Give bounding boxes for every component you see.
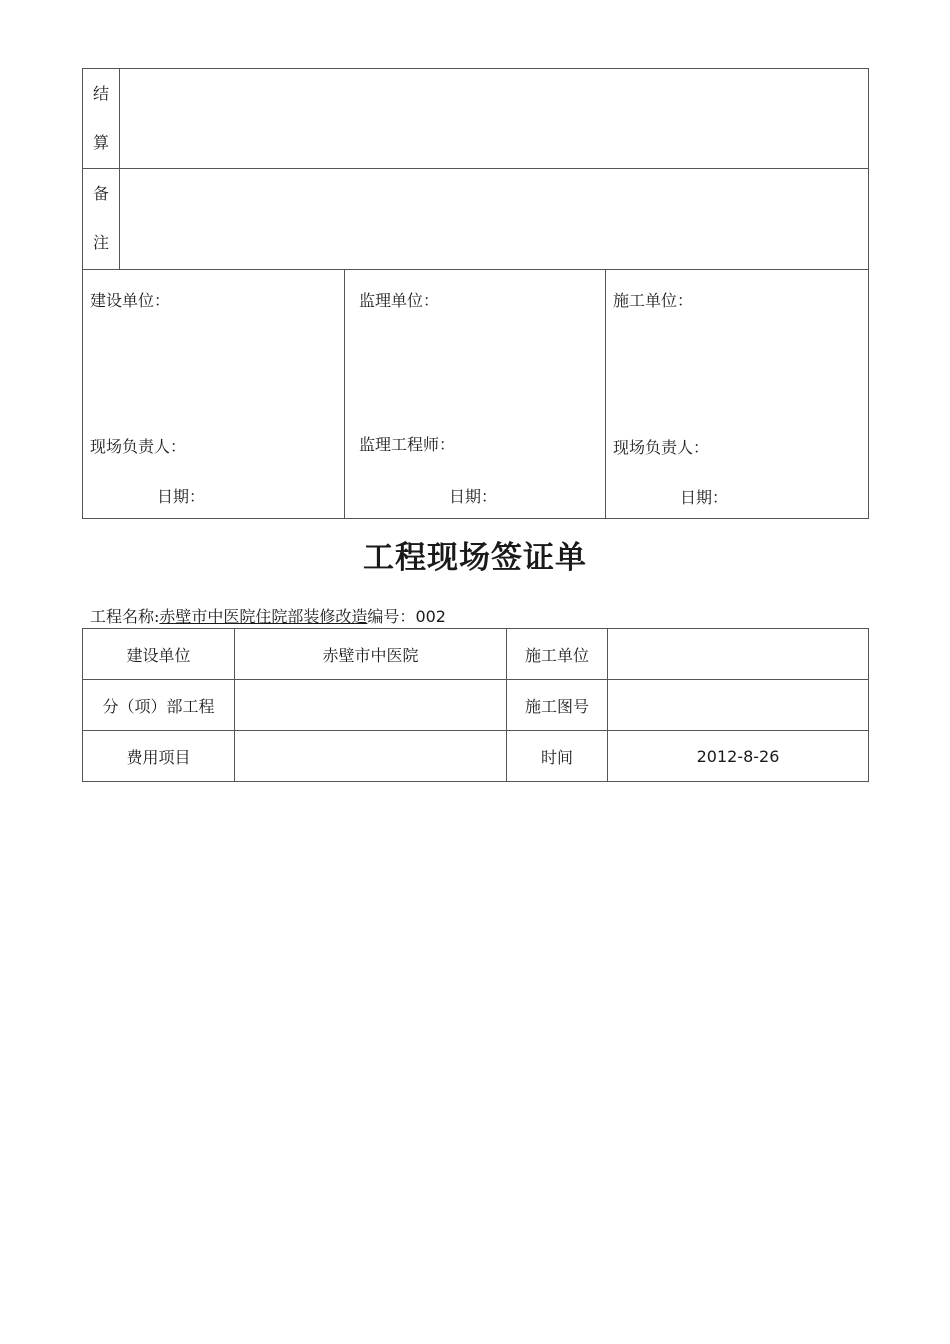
- contractor-signature-cell: [606, 270, 869, 519]
- settlement-char-1: 结: [92, 84, 109, 103]
- project-name-label: 工程名称:: [90, 607, 160, 626]
- table-row: [83, 680, 869, 731]
- page-title: 工程现场签证单: [363, 540, 587, 576]
- settlement-table: [82, 68, 869, 519]
- contractor-unit-label: 施工单位：: [613, 291, 694, 310]
- project-name-value: 赤壁市中医院住院部装修改造: [159, 607, 368, 626]
- project-number-label: 编号：: [367, 607, 416, 626]
- remark-char-1: 备: [92, 184, 109, 203]
- supervisor-signature-cell: [345, 270, 606, 519]
- project-line: [90, 604, 446, 627]
- remark-content-cell[interactable]: [120, 169, 869, 270]
- owner-unit-value[interactable]: 赤壁市中医院: [235, 629, 507, 680]
- table-row: [83, 629, 869, 680]
- drawing-number-value[interactable]: [608, 680, 869, 731]
- remark-char-2: 注: [92, 233, 109, 252]
- remark-label: [83, 169, 120, 270]
- cost-item-header: 费用项目: [83, 731, 235, 782]
- drawing-number-header: 施工图号: [507, 680, 608, 731]
- project-number-value: 002: [415, 607, 446, 626]
- supervisor-date-label: 日期：: [449, 487, 498, 506]
- contractor-unit-value[interactable]: [608, 629, 869, 680]
- supervisor-person-label: 监理工程师：: [359, 435, 456, 454]
- contractor-date-label: 日期：: [680, 488, 729, 507]
- table-row: [83, 731, 869, 782]
- owner-unit-label: 建设单位：: [90, 291, 171, 310]
- owner-unit-header: 建设单位: [83, 629, 235, 680]
- owner-signature-cell: [83, 270, 345, 519]
- owner-date-label: 日期：: [157, 487, 206, 506]
- supervisor-unit-label: 监理单位：: [359, 291, 440, 310]
- contractor-person-label: 现场负责人：: [613, 438, 710, 457]
- subproject-header: 分（项）部工程: [83, 680, 235, 731]
- settlement-char-2: 算: [92, 133, 109, 152]
- info-table: [82, 628, 869, 782]
- settlement-label: [83, 69, 120, 169]
- owner-person-label: 现场负责人：: [90, 437, 187, 456]
- subproject-value[interactable]: [235, 680, 507, 731]
- settlement-content-cell[interactable]: [120, 69, 869, 169]
- cost-item-value[interactable]: [235, 731, 507, 782]
- time-header: 时间: [507, 731, 608, 782]
- time-value[interactable]: 2012-8-26: [608, 731, 869, 782]
- contractor-unit-header: 施工单位: [507, 629, 608, 680]
